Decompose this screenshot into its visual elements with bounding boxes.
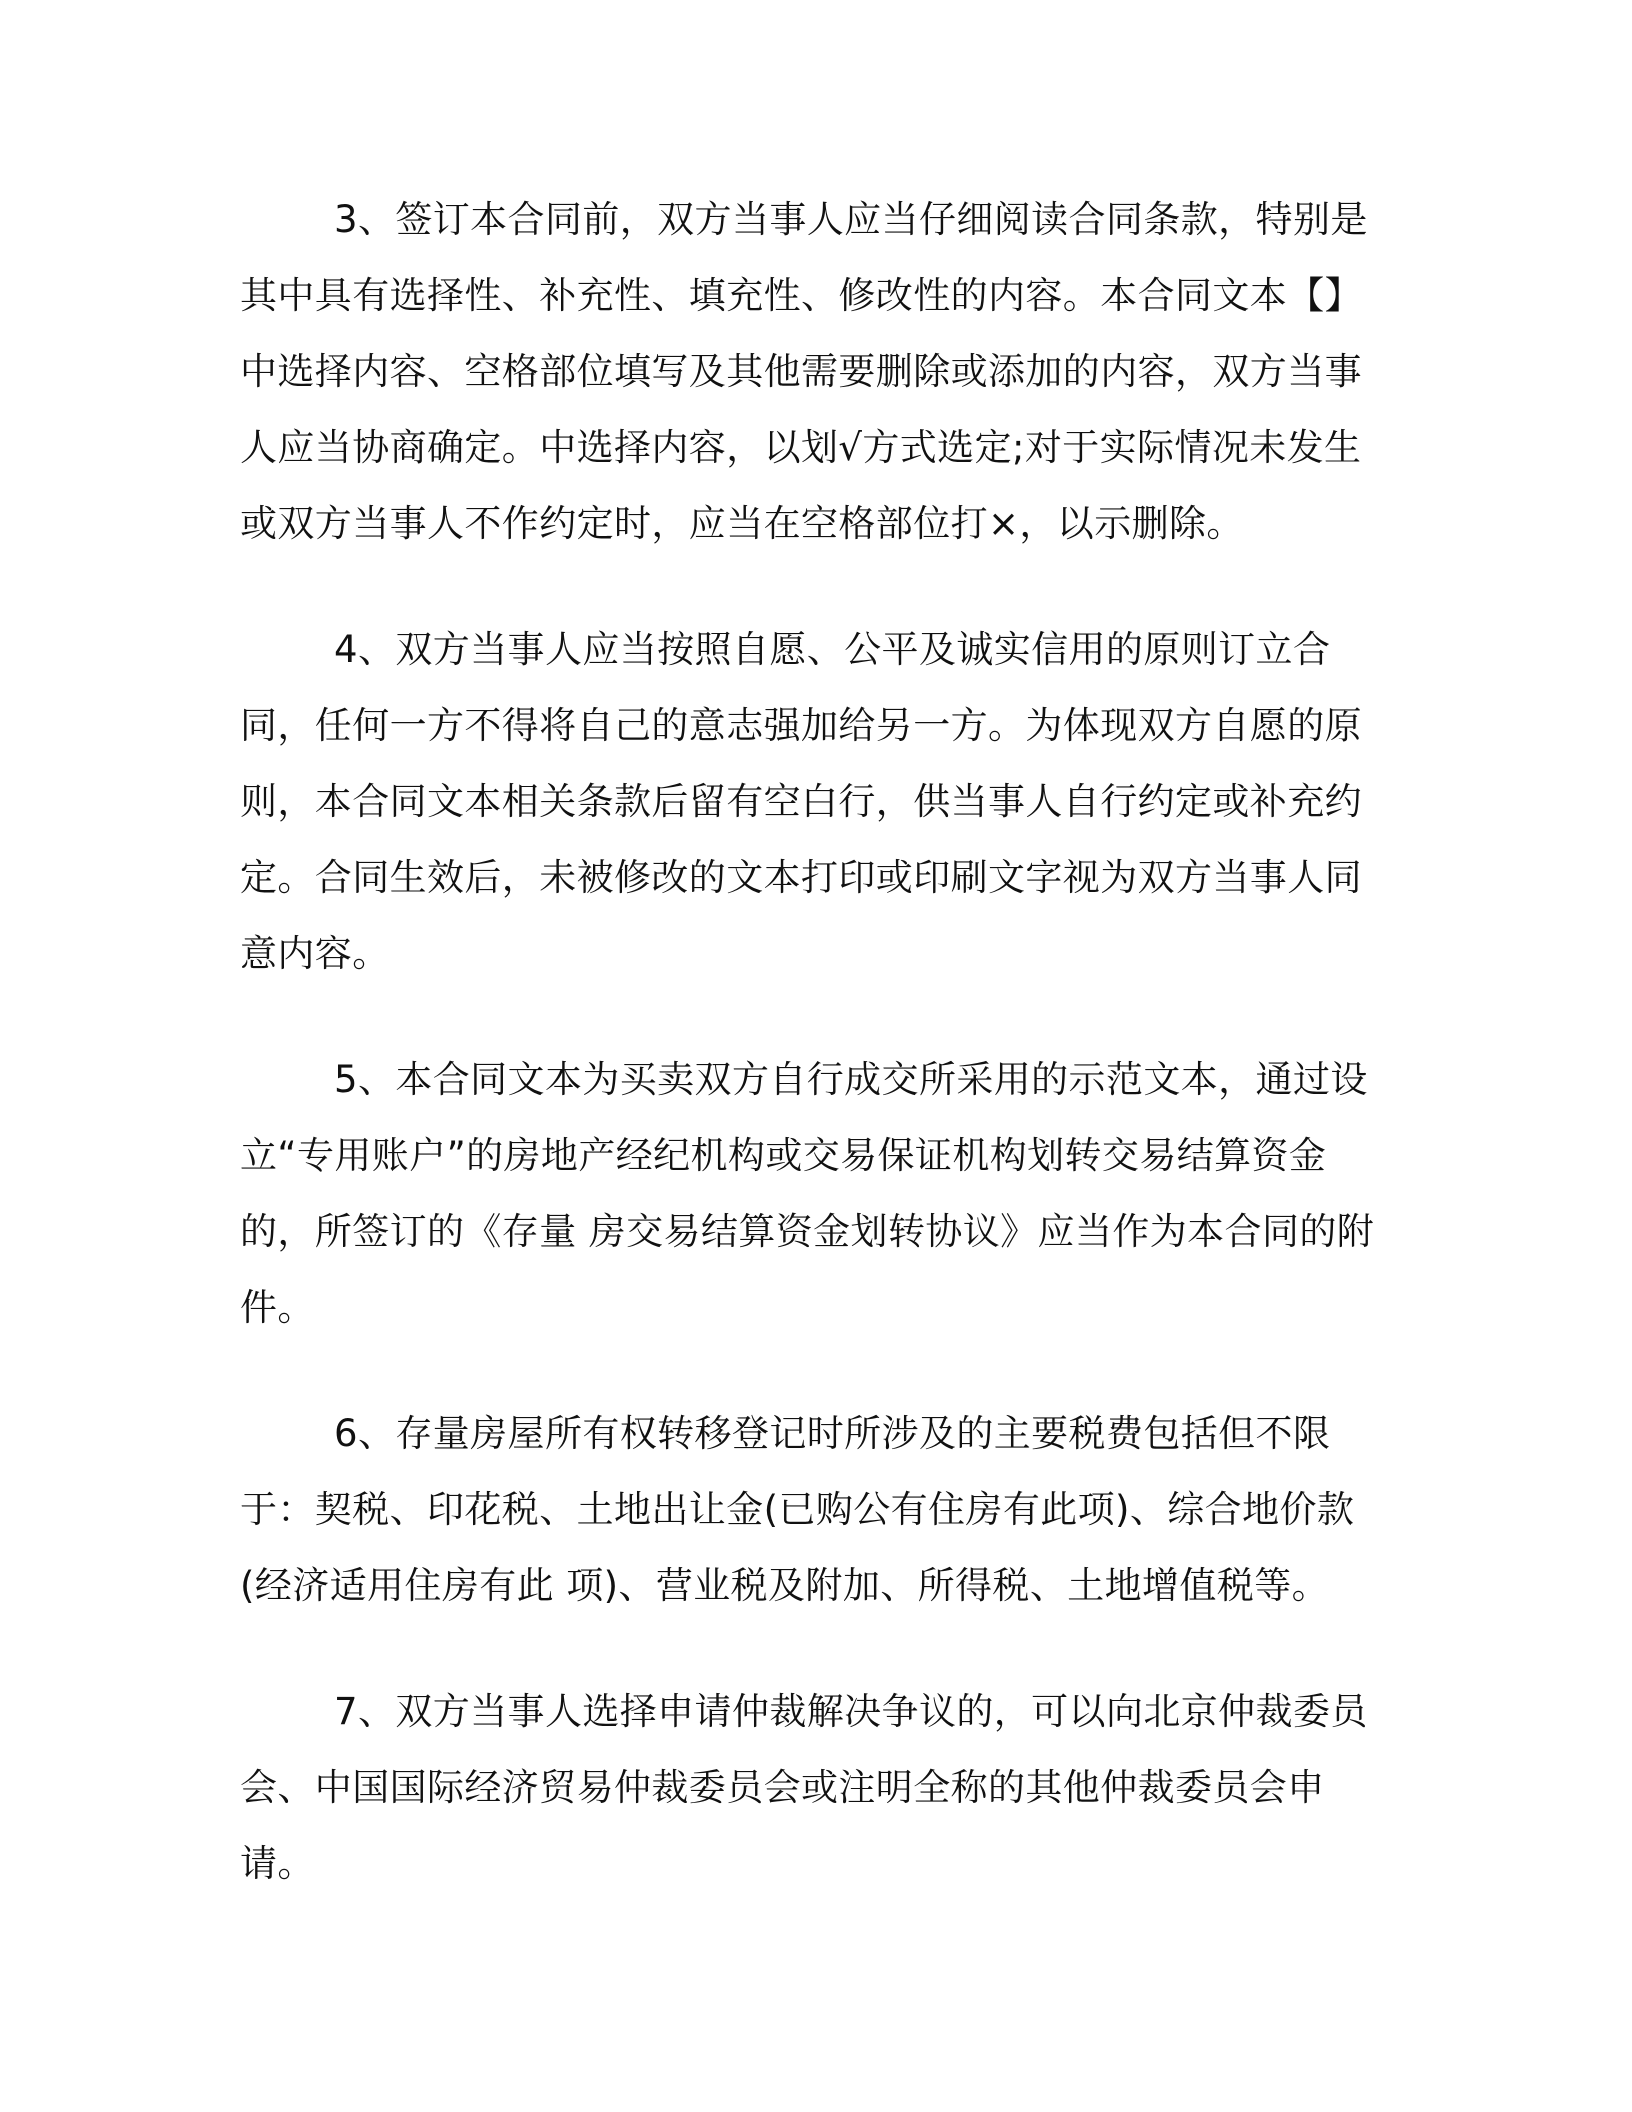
paragraph-item-3: 3、签订本合同前，双方当事人应当仔细阅读合同条款，特别是其中具有选择性、补充性、填充性、修改性的内容。本合同文本【】中选择内容、空格部位填写及其他需要删除或添加的内容，双方当事人应当协商确定。中选择内容，以划√方式选定;对于实际情况未发生或双方当事人不作约定时，应当在空格部位打×，以示删除。 [240, 198, 1368, 545]
document-body [240, 182, 1385, 1902]
paragraph-item-6: 6、存量房屋所有权转移登记时所涉及的主要税费包括但不限于：契税、印花税、土地出让金(已购公有住房有此项)、综合地价款(经济适用住房有此 项)、营业税及附加、所得税、土地增值税等。 [240, 1412, 1355, 1607]
paragraph-item-7: 7、双方当事人选择申请仲裁解决争议的，可以向北京仲裁委员会、中国国际经济贸易仲裁委员会或注明全称的其他仲裁委员会申请。 [240, 1690, 1368, 1885]
paragraph-item-4: 4、双方当事人应当按照自愿、公平及诚实信用的原则订立合同，任何一方不得将自己的意志强加给另一方。为体现双方自愿的原则，本合同文本相关条款后留有空白行，供当事人自行约定或补充约定。合同生效后，未被修改的文本打印或印刷文字视为双方当事人同意内容。 [240, 628, 1362, 975]
paragraph-item-5: 5、本合同文本为买卖双方自行成交所采用的示范文本，通过设立“专用账户”的房地产经纪机构或交易保证机构划转交易结算资金的，所签订的《存量 房交易结算资金划转协议》应当作为本合同的附件。 [240, 1058, 1375, 1329]
